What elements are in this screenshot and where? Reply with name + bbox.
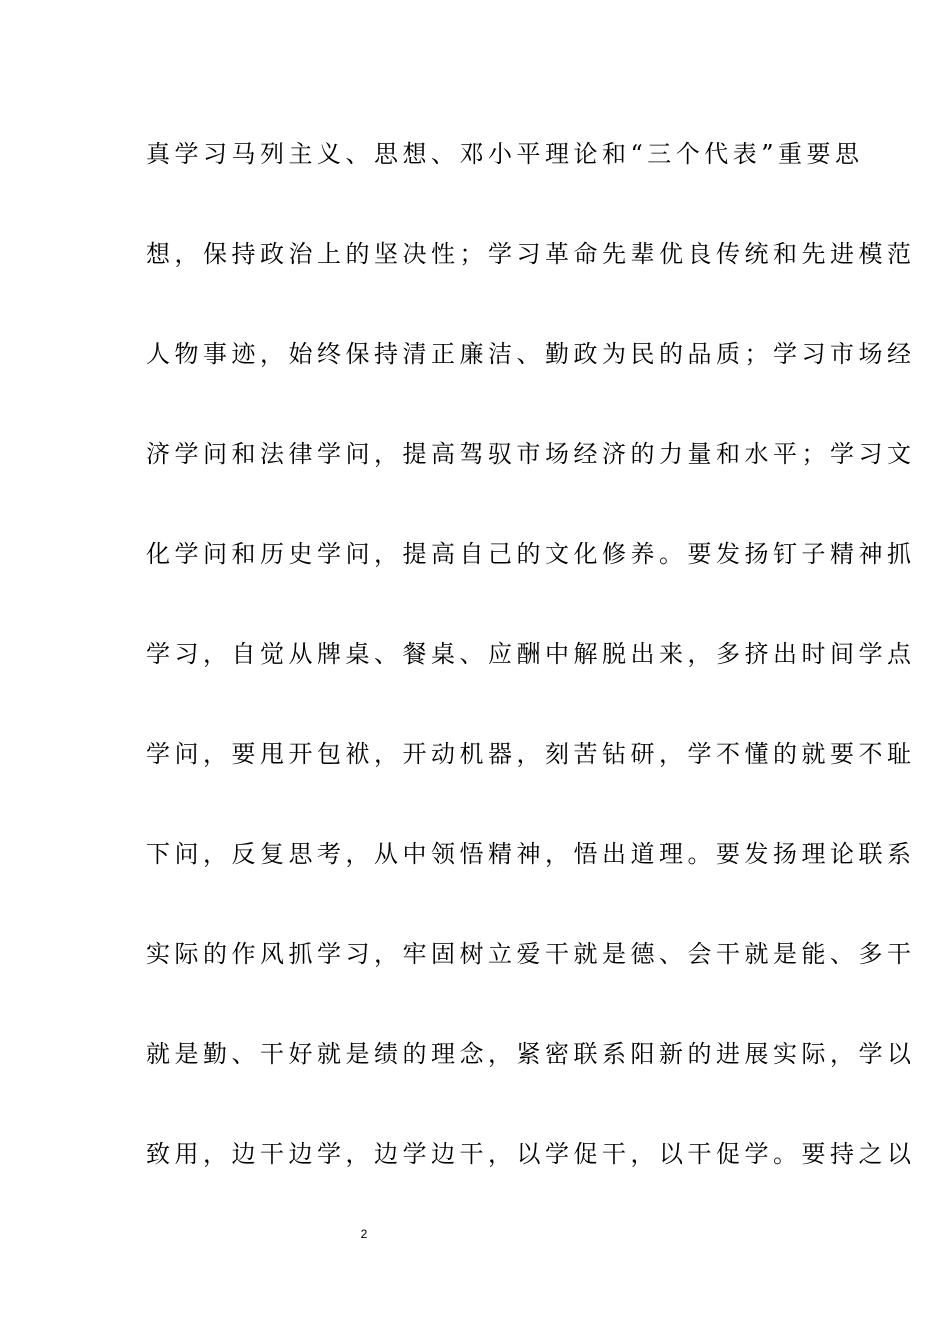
text-line: 学习，自觉从牌桌、餐桌、应酬中解脱出来，多挤出时间学点: [146, 640, 916, 668]
text-line: 想，保持政治上的坚决性；学习革命先辈优良传统和先进模范: [146, 240, 916, 268]
text-line: 人物事迹，始终保持清正廉洁、勤政为民的品质；学习市场经: [146, 340, 916, 368]
body-text: [146, 130, 916, 1230]
text-line: 致用，边干边学，边学边干，以学促干，以干促学。要持之以: [146, 1140, 916, 1168]
text-line: 下问，反复思考，从中领悟精神，悟出道理。要发扬理论联系: [146, 840, 916, 868]
text-line: 化学问和历史学问，提高自己的文化修养。要发扬钉子精神抓: [146, 540, 916, 568]
page-number: 2: [360, 1227, 368, 1241]
text-line: 实际的作风抓学习，牢固树立爱干就是德、会干就是能、多干: [146, 940, 916, 968]
text-line: 济学问和法律学问，提高驾驭市场经济的力量和水平；学习文: [146, 440, 916, 468]
text-line: 学问，要甩开包袱，开动机器，刻苦钻研，学不懂的就要不耻: [146, 740, 916, 768]
text-line: 就是勤、干好就是绩的理念，紧密联系阳新的进展实际，学以: [146, 1040, 916, 1068]
text-line: 真学习马列主义、思想、邓小平理论和“三个代表”重要思: [146, 140, 864, 168]
